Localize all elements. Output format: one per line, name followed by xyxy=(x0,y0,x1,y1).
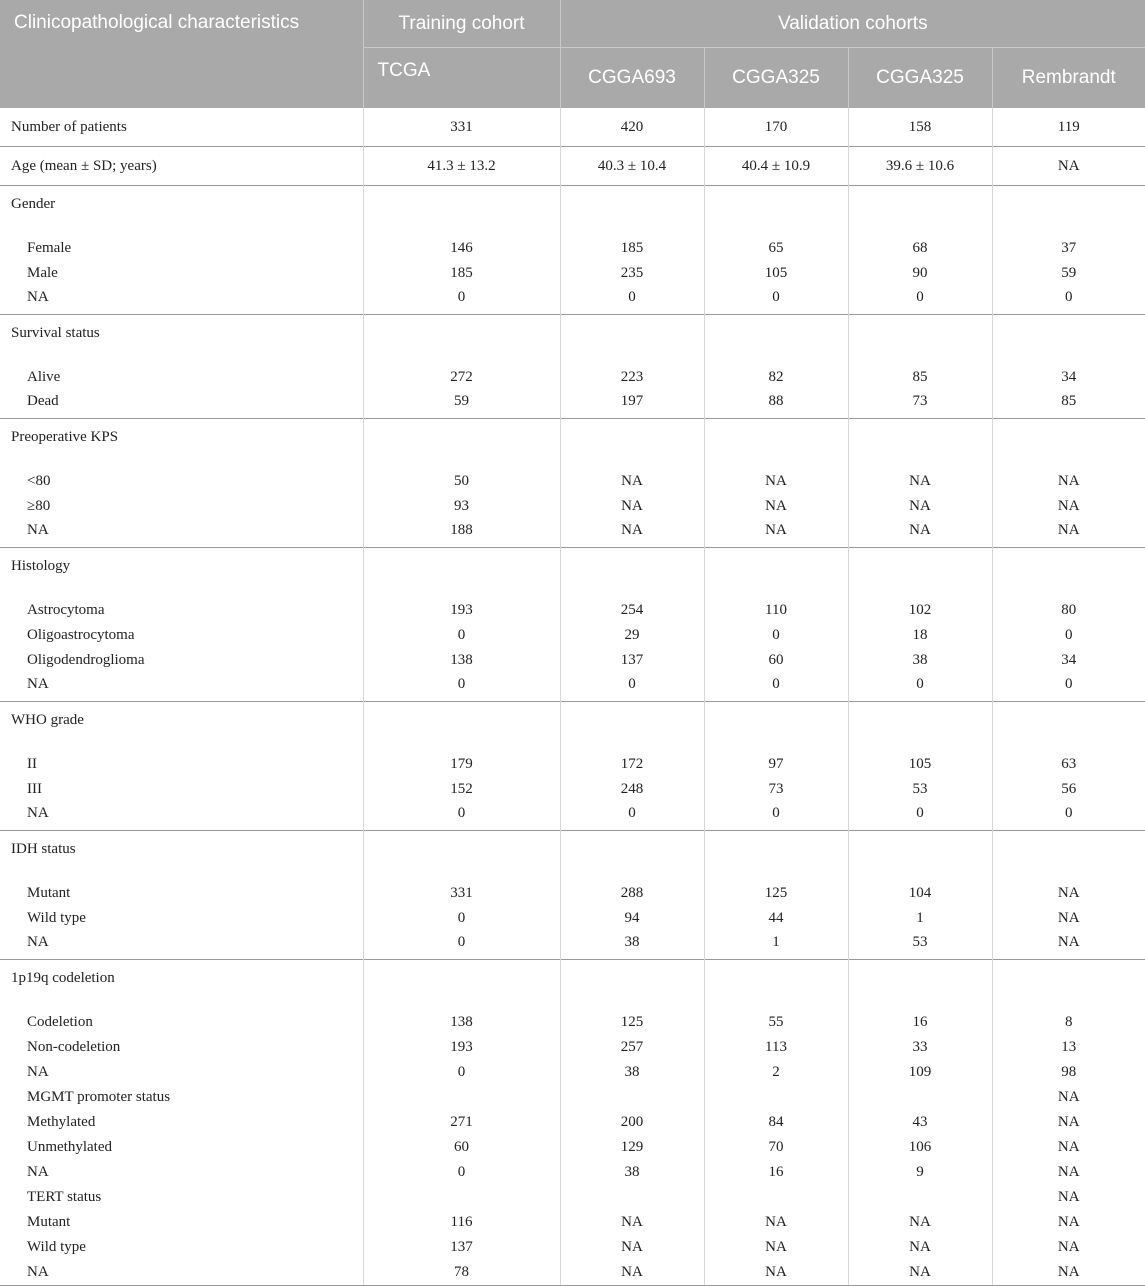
cell: 59 xyxy=(363,390,560,419)
table-row xyxy=(0,236,1145,261)
cell xyxy=(704,831,848,882)
cell: 129 xyxy=(560,1135,704,1160)
cell: NA xyxy=(992,519,1145,548)
cell: 105 xyxy=(704,261,848,286)
cell: NA xyxy=(848,1235,992,1260)
cell: 0 xyxy=(363,802,560,831)
row-label: Number of patients xyxy=(11,119,127,135)
cell: 63 xyxy=(992,752,1145,777)
cell: 38 xyxy=(560,931,704,960)
table-row xyxy=(0,702,1145,753)
cell xyxy=(560,186,704,237)
cell: 85 xyxy=(848,365,992,390)
cell xyxy=(363,1185,560,1210)
cell: 0 xyxy=(848,673,992,702)
cell: 34 xyxy=(992,365,1145,390)
cell: 73 xyxy=(848,390,992,419)
characteristics-header: Clinicopathological characteristics xyxy=(0,0,363,108)
row-label: Male xyxy=(27,265,58,281)
cell: 85 xyxy=(992,390,1145,419)
table-row xyxy=(0,931,1145,960)
cell xyxy=(560,315,704,366)
row-label: MGMT promoter status xyxy=(27,1089,171,1105)
cell: NA xyxy=(560,1235,704,1260)
cell: 0 xyxy=(992,286,1145,315)
row-label: NA xyxy=(27,1164,49,1180)
table-header xyxy=(0,0,1145,108)
cell: 40.3 ± 10.4 xyxy=(560,147,704,186)
cell: 60 xyxy=(704,648,848,673)
cell: 68 xyxy=(848,236,992,261)
column-header-cgga693: CGGA693 xyxy=(560,48,704,109)
cell: 40.4 ± 10.9 xyxy=(704,147,848,186)
row-label: III xyxy=(27,781,42,797)
cell: 102 xyxy=(848,598,992,623)
table-row xyxy=(0,623,1145,648)
cell: NA xyxy=(560,494,704,519)
table-row xyxy=(0,960,1145,1011)
cell: NA xyxy=(704,494,848,519)
cell: NA xyxy=(992,1185,1145,1210)
cell: 104 xyxy=(848,881,992,906)
table-row xyxy=(0,365,1145,390)
table-row xyxy=(0,831,1145,882)
cell: NA xyxy=(992,1210,1145,1235)
cell: 41.3 ± 13.2 xyxy=(363,147,560,186)
cell: NA xyxy=(992,881,1145,906)
cell: NA xyxy=(992,469,1145,494)
cell: 29 xyxy=(560,623,704,648)
row-label: NA xyxy=(27,289,49,305)
cell: 9 xyxy=(848,1160,992,1185)
cell xyxy=(704,1085,848,1110)
cell: NA xyxy=(992,1135,1145,1160)
cell: NA xyxy=(992,1110,1145,1135)
row-label: Wild type xyxy=(27,910,86,926)
cell xyxy=(560,1185,704,1210)
table-body xyxy=(0,108,1145,1286)
column-header-tcga: TCGA xyxy=(363,48,560,109)
cell xyxy=(848,419,992,470)
cell: 93 xyxy=(363,494,560,519)
table-row xyxy=(0,469,1145,494)
column-header-cgga325-b: CGGA325 xyxy=(848,48,992,109)
cell: 90 xyxy=(848,261,992,286)
cell: 80 xyxy=(992,598,1145,623)
cell: 33 xyxy=(848,1035,992,1060)
cell xyxy=(848,702,992,753)
cell: 0 xyxy=(363,1160,560,1185)
row-label: Non-codeletion xyxy=(27,1039,121,1055)
cell: 197 xyxy=(560,390,704,419)
cell: NA xyxy=(848,469,992,494)
row-label: Age (mean ± SD; years) xyxy=(0,147,363,186)
row-label: NA xyxy=(0,1260,363,1286)
cell: NA xyxy=(848,494,992,519)
group-label: Gender xyxy=(0,186,363,237)
table-row xyxy=(0,108,1145,147)
cell xyxy=(560,831,704,882)
row-label: Female xyxy=(27,240,72,256)
cell xyxy=(848,960,992,1011)
row-label: Wild type xyxy=(27,1239,86,1255)
cell xyxy=(363,1085,560,1110)
cell: 0 xyxy=(704,623,848,648)
cell: NA xyxy=(992,1235,1145,1260)
cell: 106 xyxy=(848,1135,992,1160)
table-row xyxy=(0,1060,1145,1085)
cell xyxy=(363,186,560,237)
row-label: Unmethylated xyxy=(27,1139,112,1155)
cell: 193 xyxy=(363,1035,560,1060)
cell xyxy=(848,315,992,366)
cell: 272 xyxy=(363,365,560,390)
table-row xyxy=(0,548,1145,599)
cell: 78 xyxy=(363,1260,560,1286)
cell xyxy=(704,960,848,1011)
cell: NA xyxy=(704,1235,848,1260)
table-row xyxy=(0,1035,1145,1060)
table-row xyxy=(0,186,1145,237)
table-row xyxy=(0,648,1145,673)
row-label: NA xyxy=(27,934,49,950)
column-header-rembrandt: Rembrandt xyxy=(992,48,1145,109)
cell: 0 xyxy=(848,802,992,831)
cell: NA xyxy=(848,1260,992,1286)
group-label: Survival status xyxy=(0,315,363,366)
group-label: Preoperative KPS xyxy=(0,419,363,470)
cell: 1 xyxy=(848,906,992,931)
cell: 152 xyxy=(363,777,560,802)
cell xyxy=(363,315,560,366)
table-row xyxy=(0,752,1145,777)
row-label: NA xyxy=(27,522,49,538)
cell: NA xyxy=(704,519,848,548)
cell: 13 xyxy=(992,1035,1145,1060)
cell: 16 xyxy=(848,1010,992,1035)
cell: 34 xyxy=(992,648,1145,673)
cell: 193 xyxy=(363,598,560,623)
cell xyxy=(560,960,704,1011)
cell: 1 xyxy=(704,931,848,960)
cell: 172 xyxy=(560,752,704,777)
cell: 113 xyxy=(704,1035,848,1060)
row-label: Astrocytoma xyxy=(27,602,105,618)
cell xyxy=(704,548,848,599)
cell xyxy=(848,548,992,599)
cell: 53 xyxy=(848,777,992,802)
table-row xyxy=(0,1260,1145,1286)
cell xyxy=(560,702,704,753)
cell xyxy=(848,186,992,237)
cell: 0 xyxy=(560,286,704,315)
cell: NA xyxy=(560,1260,704,1286)
cell xyxy=(848,1185,992,1210)
cell: NA xyxy=(992,931,1145,960)
cell: 146 xyxy=(363,236,560,261)
table-row xyxy=(0,1210,1145,1235)
table-row xyxy=(0,315,1145,366)
cell: 119 xyxy=(992,108,1145,147)
cell: 137 xyxy=(363,1235,560,1260)
cell xyxy=(560,548,704,599)
cell: 248 xyxy=(560,777,704,802)
cell: 0 xyxy=(704,802,848,831)
cell: 8 xyxy=(992,1010,1145,1035)
cell xyxy=(363,960,560,1011)
cell: 0 xyxy=(848,286,992,315)
table-row xyxy=(0,1185,1145,1210)
row-label: Mutant xyxy=(27,1214,71,1230)
cell xyxy=(704,186,848,237)
row-label: NA xyxy=(27,805,49,821)
cell: NA xyxy=(848,1210,992,1235)
cell: 257 xyxy=(560,1035,704,1060)
cell: 0 xyxy=(363,286,560,315)
cell: NA xyxy=(992,1260,1145,1286)
cell xyxy=(704,1185,848,1210)
cell: NA xyxy=(992,1085,1145,1110)
table-row xyxy=(0,598,1145,623)
cell: 200 xyxy=(560,1110,704,1135)
row-label: II xyxy=(27,756,37,772)
table-row xyxy=(0,261,1145,286)
cell: 53 xyxy=(848,931,992,960)
table-row xyxy=(0,519,1145,548)
table-row xyxy=(0,1085,1145,1110)
cell: 73 xyxy=(704,777,848,802)
cell: 138 xyxy=(363,1010,560,1035)
cell: 37 xyxy=(992,236,1145,261)
cell: 55 xyxy=(704,1010,848,1035)
cell: 0 xyxy=(992,623,1145,648)
cell: 125 xyxy=(704,881,848,906)
cell: 110 xyxy=(704,598,848,623)
cell: 125 xyxy=(560,1010,704,1035)
cell xyxy=(992,419,1145,470)
cell: 0 xyxy=(560,673,704,702)
cell: 105 xyxy=(848,752,992,777)
cell: 0 xyxy=(363,623,560,648)
cell xyxy=(704,315,848,366)
cell: NA xyxy=(704,469,848,494)
cell: 0 xyxy=(992,673,1145,702)
cell: NA xyxy=(992,1160,1145,1185)
training-cohort-header: Training cohort xyxy=(363,0,560,48)
cell: 0 xyxy=(704,286,848,315)
cell: 0 xyxy=(704,673,848,702)
table-row xyxy=(0,286,1145,315)
table-row xyxy=(0,1235,1145,1260)
column-header-cgga325-a: CGGA325 xyxy=(704,48,848,109)
table-row xyxy=(0,673,1145,702)
cell xyxy=(363,419,560,470)
cell: 59 xyxy=(992,261,1145,286)
group-label: IDH status xyxy=(0,831,363,882)
cell: 84 xyxy=(704,1110,848,1135)
row-label: Codeletion xyxy=(27,1014,93,1030)
cell: 116 xyxy=(363,1210,560,1235)
table-row xyxy=(0,494,1145,519)
cell xyxy=(363,831,560,882)
cell xyxy=(992,702,1145,753)
row-label: Oligodendroglioma xyxy=(27,652,145,668)
cell: 88 xyxy=(704,390,848,419)
cell: 82 xyxy=(704,365,848,390)
cell: 44 xyxy=(704,906,848,931)
cell: 0 xyxy=(363,931,560,960)
table-row xyxy=(0,777,1145,802)
cell: 43 xyxy=(848,1110,992,1135)
cell: NA xyxy=(704,1210,848,1235)
table-row xyxy=(0,1010,1145,1035)
cell xyxy=(992,960,1145,1011)
row-label: <80 xyxy=(27,473,51,489)
row-label: Alive xyxy=(27,369,61,385)
cell xyxy=(992,831,1145,882)
cell: 60 xyxy=(363,1135,560,1160)
table-row xyxy=(0,881,1145,906)
cell: NA xyxy=(560,519,704,548)
cell: 420 xyxy=(560,108,704,147)
cell: NA xyxy=(560,469,704,494)
row-label: Dead xyxy=(27,393,59,409)
cell: 56 xyxy=(992,777,1145,802)
cell: 70 xyxy=(704,1135,848,1160)
cell: 0 xyxy=(560,802,704,831)
cell: 331 xyxy=(363,881,560,906)
cell: 38 xyxy=(560,1060,704,1085)
cell: NA xyxy=(992,906,1145,931)
cell: NA xyxy=(848,519,992,548)
row-label: TERT status xyxy=(27,1189,102,1205)
cell: 0 xyxy=(363,1060,560,1085)
row-label: Mutant xyxy=(27,885,71,901)
cell: 179 xyxy=(363,752,560,777)
cell: 38 xyxy=(560,1160,704,1185)
cell: 170 xyxy=(704,108,848,147)
row-label: Oligoastrocytoma xyxy=(27,627,135,643)
cell: 39.6 ± 10.6 xyxy=(848,147,992,186)
row-label: Methylated xyxy=(27,1114,96,1130)
group-label: Histology xyxy=(0,548,363,599)
cell: 185 xyxy=(560,236,704,261)
table-row xyxy=(0,147,1145,186)
cell: 18 xyxy=(848,623,992,648)
cell: 50 xyxy=(363,469,560,494)
cell: NA xyxy=(992,147,1145,186)
row-label: NA xyxy=(27,676,49,692)
group-label: 1p19q codeletion xyxy=(0,960,363,1011)
table-row xyxy=(0,906,1145,931)
cell: 0 xyxy=(992,802,1145,831)
cell: 223 xyxy=(560,365,704,390)
cell: 109 xyxy=(848,1060,992,1085)
cell: 0 xyxy=(363,906,560,931)
cell xyxy=(704,419,848,470)
table-row xyxy=(0,419,1145,470)
group-label: WHO grade xyxy=(0,702,363,753)
cell xyxy=(992,186,1145,237)
cell: 188 xyxy=(363,519,560,548)
cell xyxy=(560,419,704,470)
table-row xyxy=(0,1110,1145,1135)
table-row xyxy=(0,390,1145,419)
cell xyxy=(363,702,560,753)
cell xyxy=(363,548,560,599)
cell: 254 xyxy=(560,598,704,623)
cell: NA xyxy=(704,1260,848,1286)
cell xyxy=(848,831,992,882)
cell xyxy=(848,1085,992,1110)
cell: 158 xyxy=(848,108,992,147)
cell: 98 xyxy=(992,1060,1145,1085)
table-row xyxy=(0,802,1145,831)
cell: 65 xyxy=(704,236,848,261)
table-row xyxy=(0,1135,1145,1160)
row-label: NA xyxy=(27,1064,49,1080)
cell: 288 xyxy=(560,881,704,906)
cell: 97 xyxy=(704,752,848,777)
validation-cohorts-header: Validation cohorts xyxy=(560,0,1145,48)
cell: 185 xyxy=(363,261,560,286)
cell: 0 xyxy=(363,673,560,702)
cell: 16 xyxy=(704,1160,848,1185)
cell xyxy=(560,1085,704,1110)
cell: NA xyxy=(992,494,1145,519)
cell: 331 xyxy=(363,108,560,147)
table-row xyxy=(0,1160,1145,1185)
cell: 2 xyxy=(704,1060,848,1085)
cell: 38 xyxy=(848,648,992,673)
cell: 271 xyxy=(363,1110,560,1135)
cell xyxy=(992,315,1145,366)
cell: 235 xyxy=(560,261,704,286)
cell: 138 xyxy=(363,648,560,673)
cell: NA xyxy=(560,1210,704,1235)
cell: 137 xyxy=(560,648,704,673)
cell xyxy=(704,702,848,753)
cell xyxy=(992,548,1145,599)
row-label: ≥80 xyxy=(27,498,51,514)
cell: 94 xyxy=(560,906,704,931)
